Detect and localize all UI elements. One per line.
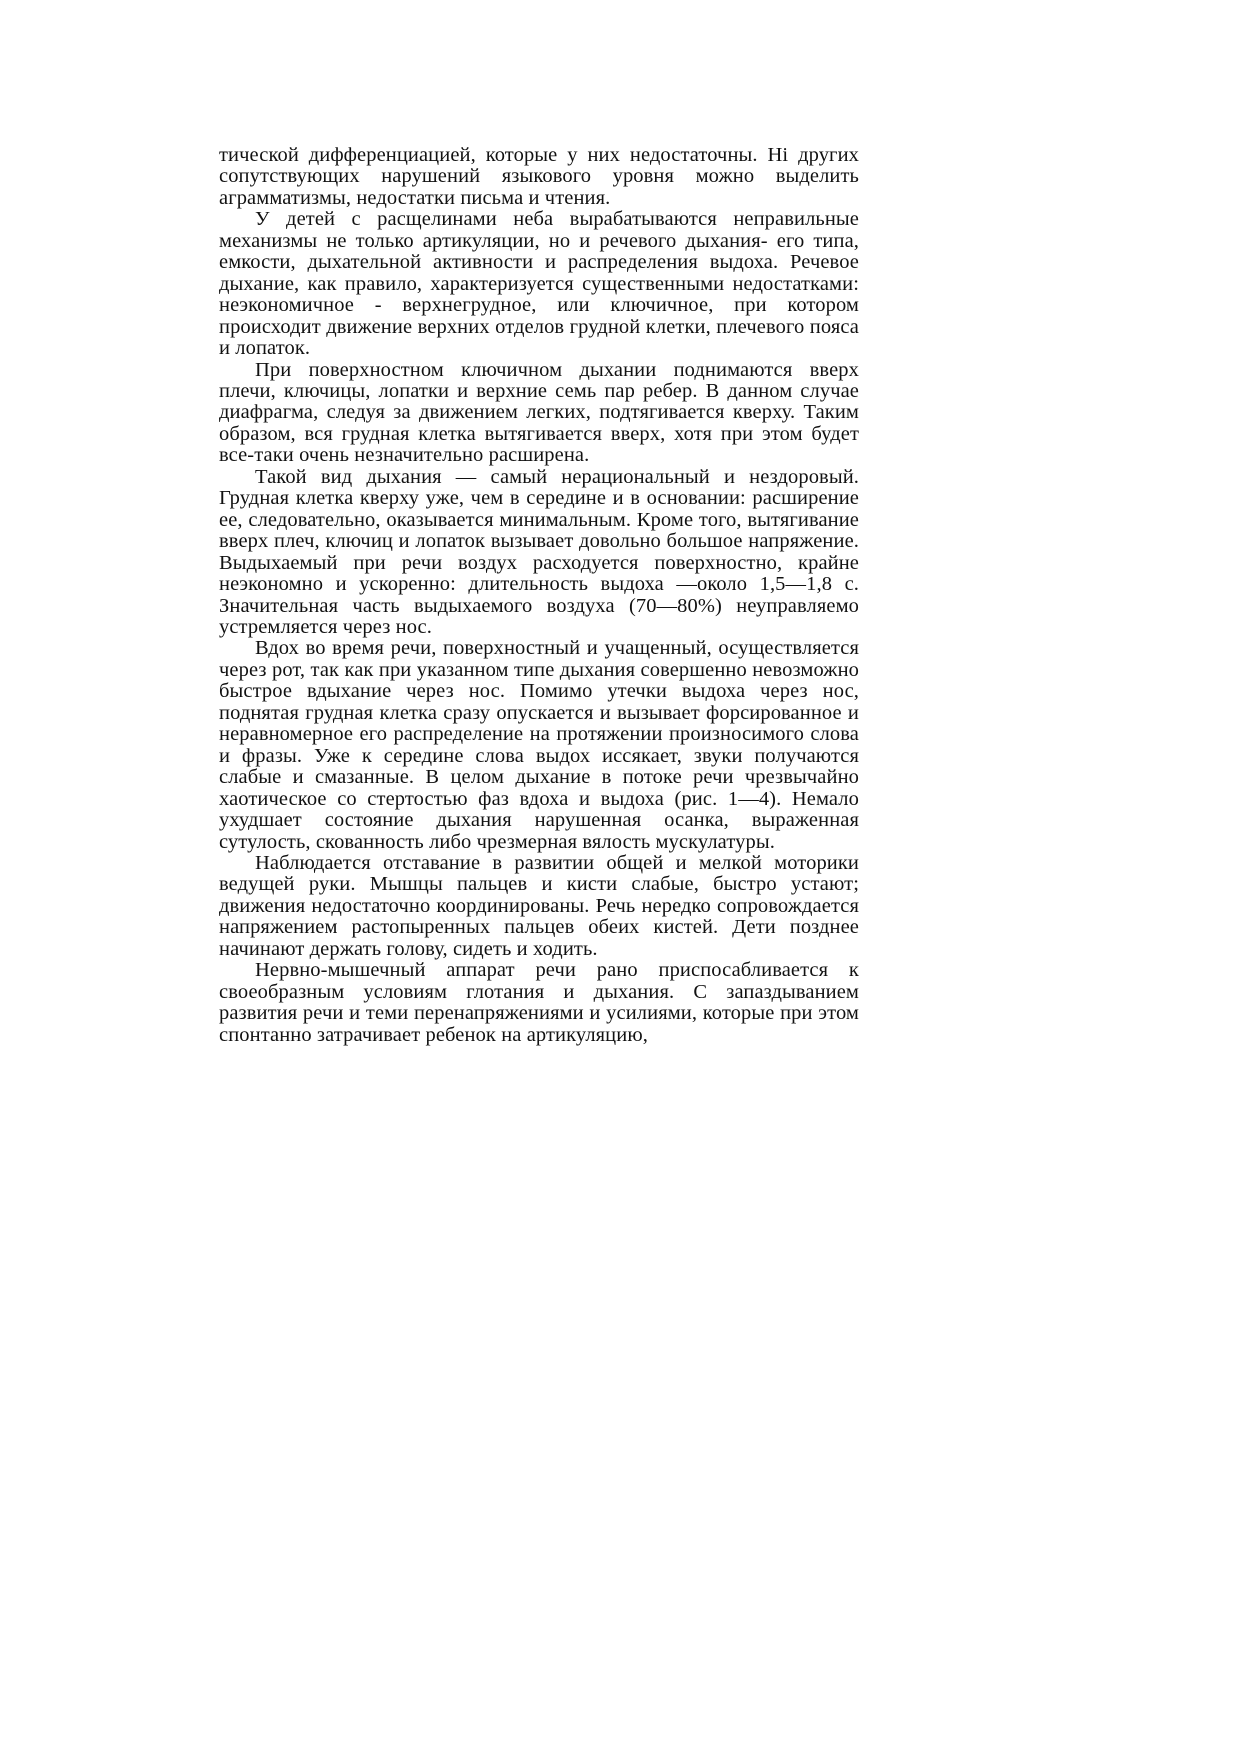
paragraph-1: тической дифференциацией, которые у них недостаточны. Hi других сопутствующих нарушений языкового уровня можно выделить аграмматизмы, недостатки письма и чтения. — [219, 144, 859, 209]
paragraph-2: У детей с расщелинами неба вырабатываются неправильные механизмы не только артикуляции, но и речевого дыхания- его типа, емкости, дыхательной активности и распределения выдоха. Речевое дыхание, как правило, характеризуется существенными недостатками: неэкономичное - верхнегрудное, или ключичное, при котором происходит движение верхних отделов грудной клетки, плечевого пояса и лопаток. — [219, 208, 859, 360]
paragraph-5: Вдох во время речи, поверхностный и учащенный, осуществляется через рот, так как при указанном типе дыхания совершенно невозможно быстрое вдыхание через нос. Помимо утечки выдоха через нос, поднятая грудная клетка сразу опускается и вызывает форсированное и неравномерное его распределение на протяжении произносимого слова и фразы. Уже к середине слова выдох иссякает, звуки получаются слабые и смазанные. В целом дыхание в потоке речи чрезвычайно хаотическое со стертостью фаз вдоха и выдоха (рис. 1—4). Немало ухудшает состояние дыхания нарушенная осанка, выраженная сутулость, скованность либо чрезмерная вялость мускулатуры. — [219, 637, 859, 853]
paragraph-3: При поверхностном ключичном дыхании поднимаются вверх плечи, ключицы, лопатки и верхние семь пар ребер. В данном случае диафрагма, следуя за движением легких, подтягивается кверху. Таким образом, вся грудная клетка вытягивается вверх, хотя при этом будет все-таки очень незначительно расширена. — [219, 358, 859, 467]
paragraph-6: Наблюдается отставание в развитии общей и мелкой моторики ведущей руки. Мышцы пальцев и кисти слабые, быстро устают; движения недостаточно координированы. Речь нередко сопровождается напряжением растопыренных пальцев обеих кистей. Дети позднее начинают держать голову, сидеть и ходить. — [219, 851, 859, 960]
paragraph-4: Такой вид дыхания — самый нерациональный и нездоровый. Грудная клетка кверху уже, чем в середине и в основании: расширение ее, следовательно, оказывается минимальным. Кроме того, вытягивание вверх плеч, ключиц и лопаток вызывает довольно большое напряжение. Выдыхаемый при речи воздух расходуется поверхностно, крайне неэкономно и ускоренно: длительность выдоха —около 1,5—1,8 с. Значительная часть выдыхаемого воздуха (70—80%) неуправляемо устремляется через нос. — [219, 465, 859, 638]
document-page — [219, 145, 859, 1046]
paragraph-7: Нервно-мышечный аппарат речи рано приспосабливается к своеобразным условиям глотания и дыхания. С запаздыванием развития речи и теми перенапряжениями и усилиями, которые при этом спонтанно затрачивает ребенок на артикуляцию, — [219, 959, 859, 1046]
